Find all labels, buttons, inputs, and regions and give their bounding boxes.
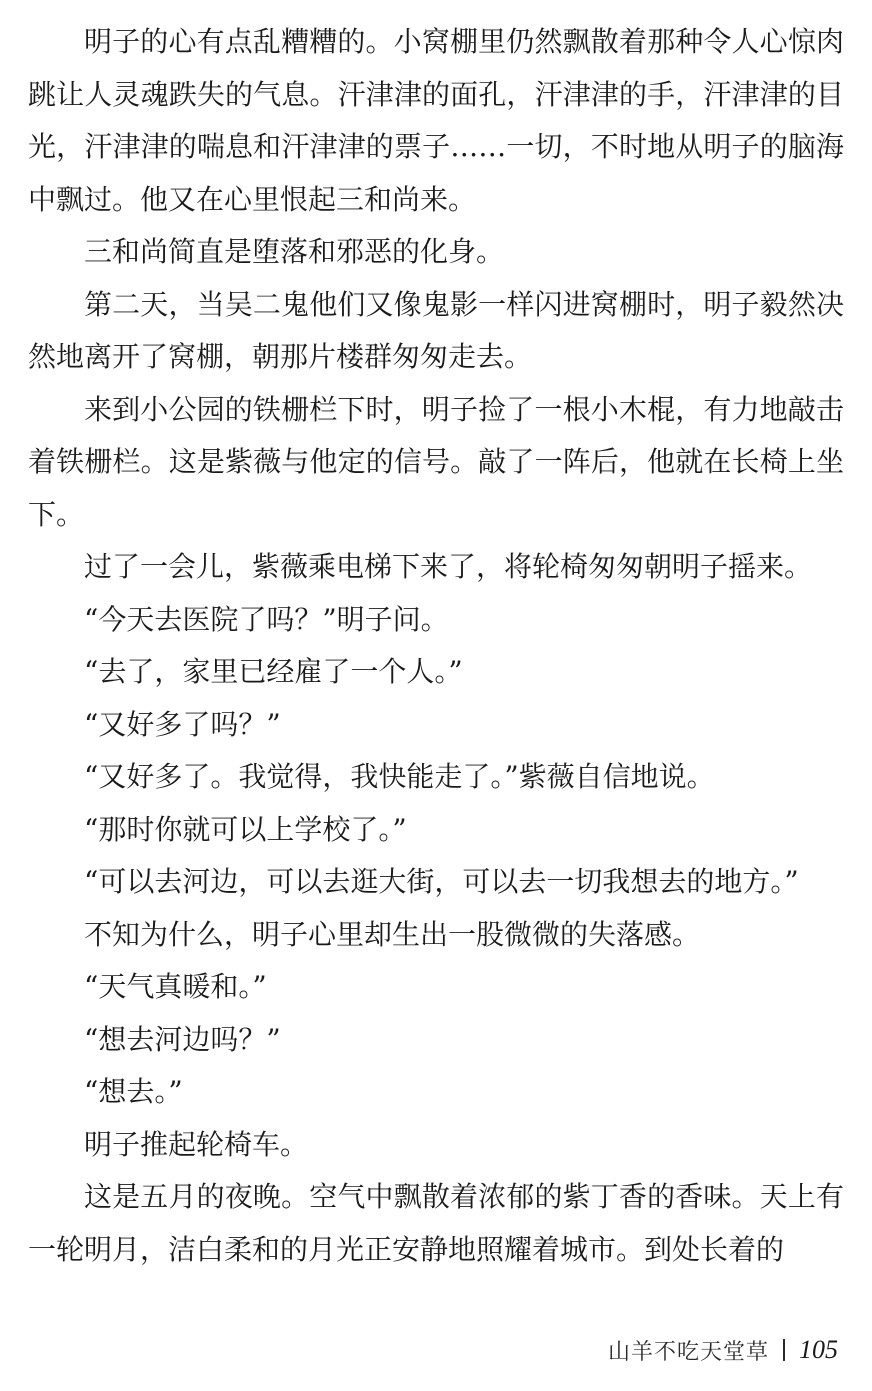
paragraph: 第二天，当吴二鬼他们又像鬼影一样闪进窝棚时，明子毅然决然地离开了窝棚，朝那片楼群匆匆走去。	[28, 287, 844, 373]
paragraph: “想去河边吗？”	[84, 1022, 281, 1056]
body-text	[28, 16, 844, 1276]
paragraph: “那时你就可以上学校了。”	[84, 812, 407, 846]
page-number: 105	[799, 1335, 838, 1364]
paragraph: “想去。”	[84, 1075, 183, 1108]
paragraph: 不知为什么，明子心里却生出一股微微的失落感。	[84, 917, 701, 951]
paragraph: “天气真暖和。”	[84, 970, 267, 1003]
paragraph: 来到小公园的铁栅栏下时，明子捡了一根小木棍，有力地敲击着铁栅栏。这是紫薇与他定的信号。敲了一阵后，他就在长椅上坐下。	[28, 392, 844, 531]
paragraph: 这是五月的夜晚。空气中飘散着浓郁的紫丁香的香味。天上有一轮明月，洁白柔和的月光正安静地照耀着城市。到处长着的	[28, 1180, 844, 1266]
paragraph: 明子的心有点乱糟糟的。小窝棚里仍然飘散着那种令人心惊肉跳让人灵魂跌失的气息。汗津津的面孔，汗津津的手，汗津津的目光，汗津津的喘息和汗津津的票子……一切，不时地从明子的脑海中飘过。他又在心里恨起三和尚来。	[28, 25, 844, 216]
paragraph: “今天去医院了吗？”明子问。	[84, 602, 449, 636]
paragraph: 明子推起轮椅车。	[84, 1127, 309, 1161]
paragraph: “又好多了吗？”	[84, 707, 281, 741]
book-title: 山羊不吃天堂草	[607, 1339, 769, 1365]
footer-divider	[783, 1339, 785, 1361]
paragraph: “可以去河边，可以去逛大街，可以去一切我想去的地方。”	[84, 865, 799, 898]
paragraph: “去了，家里已经雇了一个人。”	[84, 655, 463, 688]
paragraph: “又好多了。我觉得，我快能走了。”紫薇自信地说。	[84, 760, 715, 793]
paragraph: 三和尚简直是堕落和邪恶的化身。	[84, 235, 505, 268]
page-footer	[608, 1330, 838, 1370]
paragraph: 过了一会儿，紫薇乘电梯下来了，将轮椅匆匆朝明子摇来。	[84, 550, 813, 583]
